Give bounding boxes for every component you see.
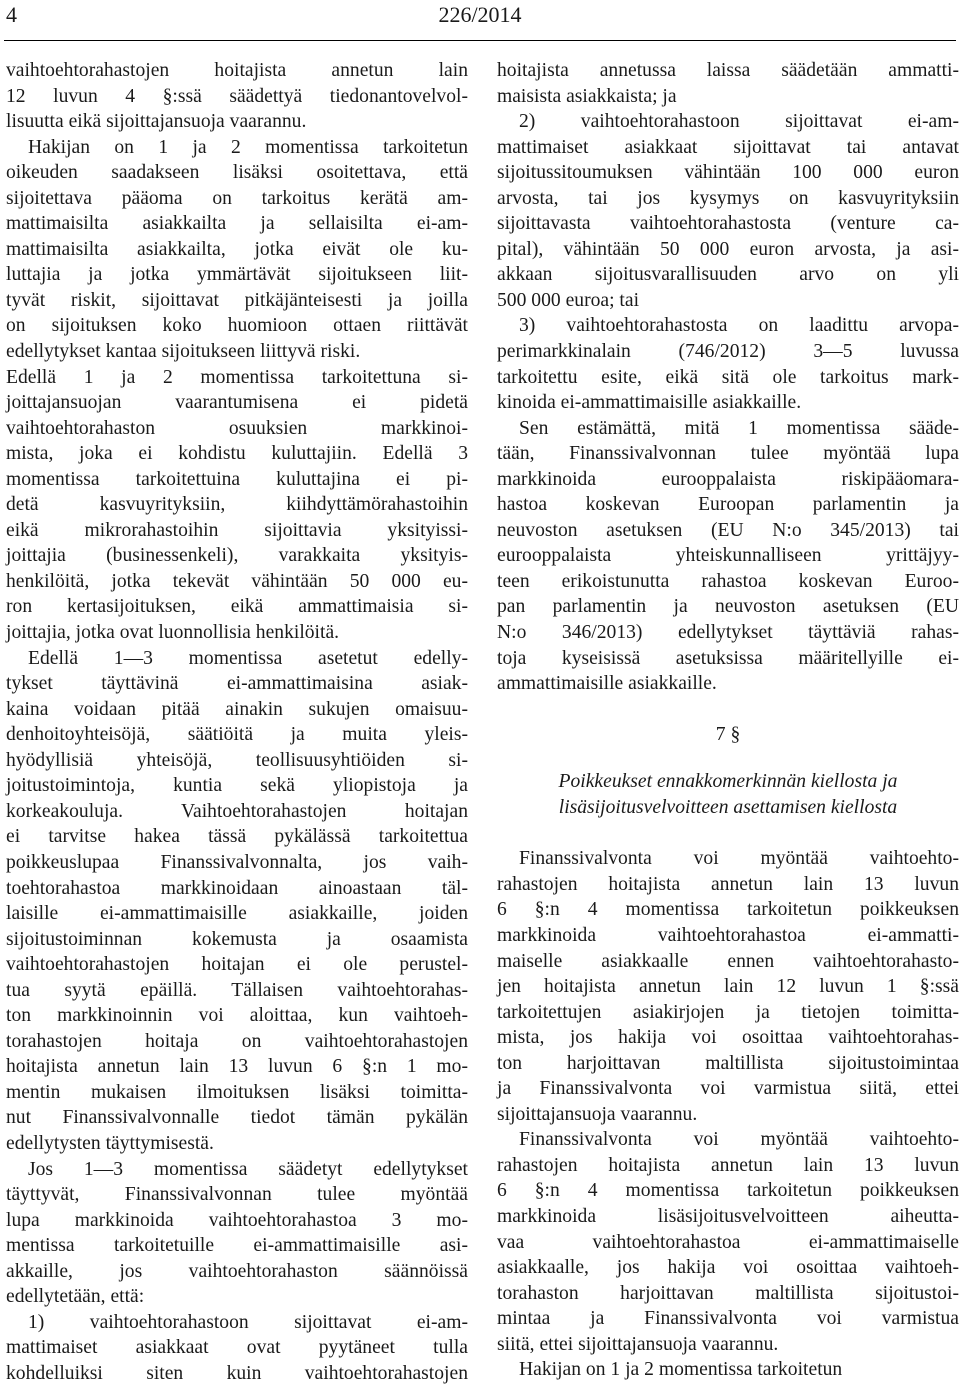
text-line: tyvät riskit, sijoittavat pitkäjänteisesti ja joilla	[6, 289, 468, 311]
text-line: oikeuden saadakseen lisäksi osoitettava, että	[6, 162, 468, 184]
text-line: mattimaiset asiakkaat ovat pyytäneet tulla	[6, 1337, 468, 1359]
text-line: tarkoitettu esite, eikä sitä ole tarkoitus mark-	[497, 366, 959, 388]
text-line: hastoa koskevan Euroopan parlamentin ja	[497, 494, 959, 516]
text-line: Sen estämättä, mitä 1 momentissa sääde-	[519, 417, 959, 439]
section-number: 7 §	[715, 723, 741, 745]
text-line: 6 §:n 4 momentissa tarkoitetun poikkeuksen	[497, 899, 959, 921]
text-line: rahastojen hoitajista annetun lain 13 luvun	[497, 1154, 959, 1176]
text-line: ton harjoittavan maltillista sijoitustoimintaa	[497, 1052, 959, 1074]
text-line: joittajansuojan vaarantumisena ei pidetä	[6, 392, 468, 414]
text-line: kohdelluiksi siten kuin vaihtoehtorahastojen	[6, 1362, 468, 1384]
text-line: edellytysten täyttymisestä.	[6, 1132, 214, 1154]
text-line: lisuutta eikä sijoittajansuoja vaarannu.	[6, 111, 307, 133]
text-line: vaa vaihtoehtorahastoa ei-ammattimaiselle	[497, 1231, 959, 1253]
section-title-line: Poikkeukset ennakkomerkinnän kiellosta ja	[558, 771, 898, 793]
text-line: poikkeuslupaa Finanssivalvonnalta, jos vaih-	[6, 851, 468, 873]
text-line: torahastojen hoitaja on vaihtoehtorahastojen	[6, 1030, 468, 1052]
text-line: markkinoida eurooppalaista riskipääomara-	[497, 468, 959, 490]
text-line: torahaston harjoittavan maltillista sijoitustoi-	[497, 1282, 959, 1304]
text-line: sijoitustoiminnan kokemusta ja osaamista	[6, 928, 468, 950]
right-column	[497, 58, 959, 1383]
text-line: pan parlamentin ja neuvoston asetuksen (EU	[497, 596, 959, 618]
text-line: 500 000 euroa; tai	[497, 289, 640, 311]
text-line: mattimaiset asiakkaat sijoittavat tai antavat	[497, 136, 959, 158]
text-line: sijoitettava pääoma on tarkoitus kerätä am-	[6, 187, 468, 209]
text-line: mattimaisilta asiakkailta, jotka eivät ole ku-	[6, 238, 468, 260]
text-line: ei tarvitse hakea tässä pykälässä tarkoitettua	[6, 826, 468, 848]
text-line: 3) vaihtoehtorahastosta on laadittu arvopa-	[519, 315, 959, 337]
text-line: Finanssivalvonta voi myöntää vaihtoehto-	[519, 848, 959, 870]
text-line: akkaille, jos vaihtoehtorahaston säännöissä	[6, 1260, 468, 1282]
text-line: detä kasvuyrityksiin, kiihdyttämörahastoihin	[6, 494, 468, 516]
text-line: korkeakouluja. Vaihtoehtorahastojen hoitajan	[6, 800, 468, 822]
text-line: ton markkinoinnin voi aloittaa, kun vaihtoeh-	[6, 1005, 468, 1027]
document-reference: 226/2014	[438, 2, 522, 27]
text-line: asiakkaalle, jos hakija voi osoittaa vaihtoeh-	[497, 1257, 959, 1279]
text-line: Jos 1—3 momentissa säädetyt edellytykset	[28, 1158, 468, 1180]
text-line: sijoittajansuoja vaarannu.	[497, 1103, 698, 1125]
text-line: kinoida ei-ammattimaisille asiakkaille.	[497, 392, 802, 414]
text-line: 12 luvun 4 §:ssä säädettyä tiedonantovelvol-	[6, 85, 468, 107]
text-line: perimarkkinalain (746/2012) 3—5 luvussa	[497, 341, 959, 363]
text-line: mentissa tarkoitetuille ei-ammattimaisille asi-	[6, 1235, 468, 1257]
text-line: tarkoitettujen asiakirjojen ja tietojen toimitta-	[497, 1001, 959, 1023]
text-line: joittajia, jotka ovat luonnollisia henkilöitä.	[6, 622, 340, 644]
text-line: arvosta, tai jos kysymys on kasvuyrityksiin	[497, 187, 959, 209]
page-number: 4	[6, 2, 17, 27]
text-line: tykset täyttävinä ei-ammattimaisina asiak-	[6, 673, 468, 695]
left-column	[6, 58, 468, 1386]
text-line: pital), vähintään 50 000 euron arvosta, ja asi-	[497, 238, 959, 260]
text-line: 6 §:n 4 momentissa tarkoitetun poikkeuksen	[497, 1180, 959, 1202]
text-line: Finanssivalvonta voi myöntää vaihtoehto-	[519, 1129, 959, 1151]
text-line: mista, jos hakija voi osoittaa vaihtoehtorahas-	[497, 1027, 959, 1049]
text-line: toja kyseisissä asetuksissa määritellyille ei-	[497, 647, 959, 669]
text-line: sijoittavasta vaihtoehtorahastosta (venture ca-	[497, 213, 959, 235]
text-line: joittajia (businessenkeli), varakkaita yksityis-	[6, 545, 468, 567]
text-line: ammattimaisille asiakkaille.	[497, 673, 717, 695]
text-line: neuvoston asetuksen (EU N:o 345/2013) tai	[497, 519, 959, 541]
text-line: toehtorahastoa markkinoidaan ainoastaan täl-	[6, 877, 468, 899]
text-line: kaina voidaan pitää ainakin sukujen omaisuu-	[6, 698, 468, 720]
text-line: on sijoituksen koko huomioon ottaen riittävät	[6, 315, 468, 337]
text-line: täyttyvät, Finanssivalvonnan tulee myöntää	[6, 1184, 468, 1206]
text-line: lupa markkinoida vaihtoehtorahastoa 3 mo-	[6, 1209, 468, 1231]
text-line: markkinoida lisäsijoitusvelvoitteen aiheutta-	[497, 1205, 959, 1227]
text-line: edellytykset kantaa sijoitukseen liittyvä riski.	[6, 341, 361, 363]
text-line: rahastojen hoitajista annetun lain 13 luvun	[497, 873, 959, 895]
text-line: nut Finanssivalvonnalle tiedot tämän pykälän	[6, 1107, 468, 1129]
text-line: Hakijan on 1 ja 2 momentissa tarkoitetun	[519, 1359, 843, 1381]
page-header	[0, 0, 960, 40]
text-line: mista, joka ei kohdistu kuluttajiin. Edellä 3	[6, 443, 468, 465]
text-line: mentin mukaisen ilmoituksen lisäksi toimitta-	[6, 1081, 468, 1103]
text-line: momentissa tarkoitettuina kuluttajina ei pi-	[6, 468, 468, 490]
text-line: akkaan sijoitusvarallisuuden arvo on yli	[497, 264, 959, 286]
text-line: henkilöitä, jotka tekevät vähintään 50 000 eu-	[6, 570, 468, 592]
text-line: tua syytä epäillä. Tällaisen vaihtoehtorahas-	[6, 979, 468, 1001]
text-line: vaihtoehtorahaston osuuksien markkinoi-	[6, 417, 468, 439]
text-line: eikä mikrorahastoihin sijoittavia yksityissi-	[6, 519, 468, 541]
text-line: ja Finanssivalvonta voi varmistua siitä, ettei	[497, 1078, 959, 1100]
text-line: denhoitoyhteisöjä, säätiöitä ja muita yleis-	[6, 724, 468, 746]
text-line: mintaa ja Finanssivalvonta voi varmistua	[497, 1308, 959, 1330]
text-line: sijoitussitoumuksen vähintään 100 000 euron	[497, 162, 959, 184]
text-line: siitä, ettei sijoittajansuoja vaarannu.	[497, 1333, 779, 1355]
text-line: laisille ei-ammattimaisille asiakkaille, joiden	[6, 903, 468, 925]
text-line: hoitajista annetun lain 13 luvun 6 §:n 1 mo-	[6, 1056, 468, 1078]
text-line: N:o 346/2013) edellytykset täyttäviä rahas-	[497, 622, 959, 644]
text-line: maisista asiakkaista; ja	[497, 85, 677, 107]
text-line: jen hoitajista annetun lain 12 luvun 1 §:ssä	[497, 976, 959, 998]
text-line: Edellä 1 ja 2 momentissa tarkoitettuna si-	[6, 366, 468, 388]
text-line: mattimaisilta asiakkailta ja sellaisilta ei-am-	[6, 213, 468, 235]
text-line: edellytetään, että:	[6, 1286, 145, 1308]
text-line: Hakijan on 1 ja 2 momentissa tarkoitetun	[28, 136, 468, 158]
text-line: Edellä 1—3 momentissa asetetut edelly-	[28, 647, 468, 669]
text-line: ron kertasijoituksen, eikä ammattimaisia si-	[6, 596, 468, 618]
text-line: vaihtoehtorahastojen hoitajista annetun lain	[6, 60, 468, 81]
text-line: vaihtoehtorahastojen hoitajan ei ole perustel-	[6, 954, 468, 976]
text-line: joitustoimintoja, kuntia sekä yliopistoja ja	[6, 775, 468, 797]
text-line: hyödyllisiä yhteisöjä, teollisuusyhtiöiden si-	[6, 749, 468, 771]
text-line: 2) vaihtoehtorahastoon sijoittavat ei-am-	[519, 111, 959, 133]
text-line: teen erikoistunutta rahastoa koskevan Euroo-	[497, 570, 959, 592]
text-line: luttajia ja jotka ymmärtävät sijoitukseen liit-	[6, 264, 468, 286]
text-line: hoitajista annetussa laissa säädetään ammatti-	[497, 60, 959, 81]
text-line: markkinoida vaihtoehtorahastoa ei-ammatti-	[497, 924, 959, 946]
text-line: tään, Finanssivalvonnan tulee myöntää lupa	[497, 443, 959, 465]
section-title	[497, 769, 959, 820]
section-title-line: lisäsijoitusvelvoitteen asettamisen kiellosta	[558, 796, 898, 818]
header-rule	[4, 40, 956, 41]
text-line: eurooppalaista yhteiskunnalliseen yrittäjyy-	[497, 545, 959, 567]
text-line: 1) vaihtoehtorahastoon sijoittavat ei-am-	[28, 1311, 468, 1333]
text-line: maiselle asiakkaalle ennen vaihtoehtorahasto-	[497, 950, 959, 972]
